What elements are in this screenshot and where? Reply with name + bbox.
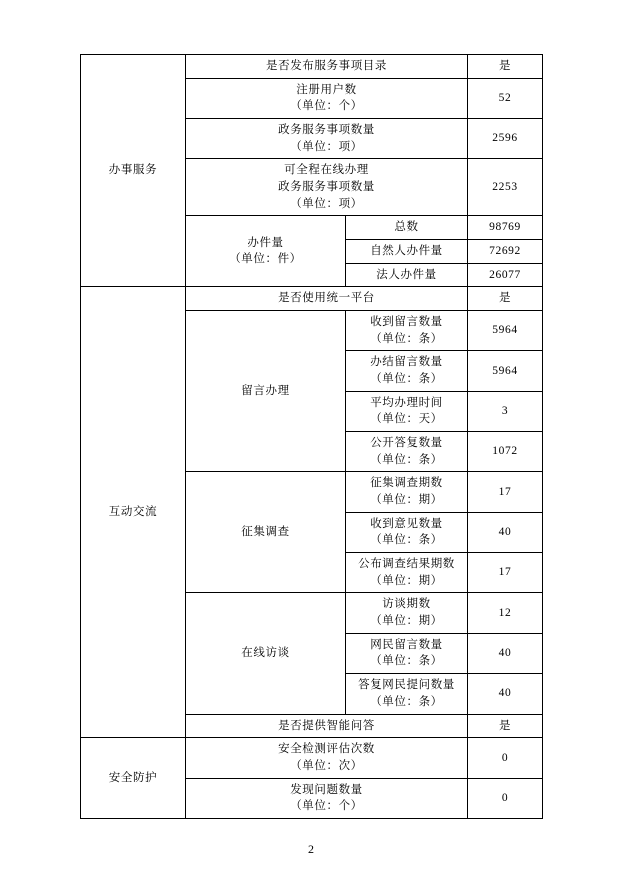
value-gongkai-dafu: 1072 [468, 432, 543, 472]
item-label-zhuce-yonghushu [186, 78, 468, 118]
value-shoudao-liuyan: 5964 [468, 311, 543, 351]
value-quancheng-zaixian: 2253 [468, 159, 543, 216]
item-label-line1: 可全程在线办理 [284, 164, 369, 177]
metric-label-fangtan-qishu [346, 593, 468, 633]
item-label-line1: 发现问题数量 [290, 783, 363, 796]
item-label-line1: 政务服务事项数量 [278, 124, 375, 137]
item-label-fabu-mulu: 是否发布服务事项目录 [186, 55, 468, 79]
page-number: 2 [308, 842, 314, 856]
value-tongyi-pingtai: 是 [468, 287, 543, 311]
metric-label-line2: （单位：天） [370, 413, 443, 426]
value-fangtan-qishu: 12 [468, 593, 543, 633]
report-table-container [80, 54, 542, 819]
item-label-anquan-jiance [186, 738, 468, 778]
item-label-zhengji-diaocha: 征集调查 [186, 472, 346, 593]
category-cell-hudongjiaoliu: 互动交流 [81, 287, 186, 738]
value-zhineng-wenda: 是 [468, 714, 543, 738]
metric-label-line1: 收到意见数量 [370, 517, 443, 530]
metric-label-zirenren-banjianliang: 自然人办件量 [346, 240, 468, 264]
item-label-quancheng-zaixian [186, 159, 468, 216]
table-row [81, 738, 543, 778]
metric-label-line2: （单位：条） [370, 332, 443, 345]
metric-label-banjie-liuyan [346, 351, 468, 391]
metric-label-line1: 答复网民提问数量 [358, 679, 455, 692]
item-label-zhineng-wenda: 是否提供智能问答 [186, 714, 468, 738]
value-shoudao-yijian: 40 [468, 512, 543, 552]
metric-label-zhengji-qishu [346, 472, 468, 512]
metric-label-gongbu-jieguo [346, 553, 468, 593]
value-gongbu-jieguo: 17 [468, 553, 543, 593]
item-label-liuyan-banli: 留言办理 [186, 311, 346, 472]
value-zongshu: 98769 [468, 216, 543, 240]
metric-label-line1: 平均办理时间 [370, 396, 443, 409]
metric-label-line1: 公开答复数量 [370, 437, 443, 450]
table-row [81, 55, 543, 79]
item-label-banjianliang [186, 216, 346, 287]
value-zhengji-qishu: 17 [468, 472, 543, 512]
metric-label-line2: （单位：条） [370, 695, 443, 708]
metric-label-line1: 公布调查结果期数 [358, 558, 455, 571]
metric-label-zongshu: 总数 [346, 216, 468, 240]
category-cell-banshifuwu: 办事服务 [81, 55, 186, 287]
annual-report-table [80, 54, 543, 819]
value-faren-banjianliang: 26077 [468, 263, 543, 287]
metric-label-line1: 征集调查期数 [370, 477, 443, 490]
metric-label-line2: （单位：期） [370, 494, 443, 507]
metric-label-shoudao-yijian [346, 512, 468, 552]
item-label-faxian-wenti [186, 778, 468, 818]
metric-label-line1: 网民留言数量 [370, 638, 443, 651]
metric-label-line2: （单位：条） [370, 534, 443, 547]
item-label-line2: （单位：个） [290, 100, 363, 113]
value-fabu-mulu: 是 [468, 55, 543, 79]
metric-label-dafu-tiwen [346, 674, 468, 714]
metric-label-shoudao-liuyan [346, 311, 468, 351]
metric-label-line2: （单位：条） [370, 373, 443, 386]
item-label-line1: 安全检测评估次数 [278, 743, 375, 756]
metric-label-line1: 收到留言数量 [370, 316, 443, 329]
table-row [81, 287, 543, 311]
item-label-zhengwu-shixiang-shuliang [186, 119, 468, 159]
metric-label-wangmin-liuyan [346, 633, 468, 673]
metric-label-faren-banjianliang: 法人办件量 [346, 263, 468, 287]
value-wangmin-liuyan: 40 [468, 633, 543, 673]
value-zhengwu-shixiang-shuliang: 2596 [468, 119, 543, 159]
value-zhuce-yonghushu: 52 [468, 78, 543, 118]
metric-label-line2: （单位：条） [370, 453, 443, 466]
value-faxian-wenti: 0 [468, 778, 543, 818]
value-banjie-liuyan: 5964 [468, 351, 543, 391]
category-cell-anquanfanghu: 安全防护 [81, 738, 186, 819]
value-pingjun-banli-shijian: 3 [468, 391, 543, 431]
item-label-line2: 政务服务事项数量 [278, 181, 375, 194]
metric-label-pingjun-banli-shijian [346, 391, 468, 431]
item-label-line2: （单位：项） [290, 140, 363, 153]
item-label-tongyi-pingtai: 是否使用统一平台 [186, 287, 468, 311]
item-label-line2: （单位：次） [290, 759, 363, 772]
metric-label-line1: 办结留言数量 [370, 356, 443, 369]
item-label-zaixian-fangtan: 在线访谈 [186, 593, 346, 714]
metric-label-line1: 访谈期数 [382, 598, 431, 611]
metric-label-line2: （单位：期） [370, 615, 443, 628]
value-dafu-tiwen: 40 [468, 674, 543, 714]
item-label-line2: （单位：个） [290, 800, 363, 813]
item-label-line1: 注册用户数 [296, 83, 357, 96]
item-label-line3: （单位：项） [290, 197, 363, 210]
value-zirenren-banjianliang: 72692 [468, 240, 543, 264]
value-anquan-jiance: 0 [468, 738, 543, 778]
metric-label-line2: （单位：期） [370, 574, 443, 587]
metric-label-gongkai-dafu [346, 432, 468, 472]
item-label-line2: （单位：件） [229, 253, 302, 266]
metric-label-line2: （单位：条） [370, 655, 443, 668]
item-label-line1: 办件量 [247, 236, 284, 249]
